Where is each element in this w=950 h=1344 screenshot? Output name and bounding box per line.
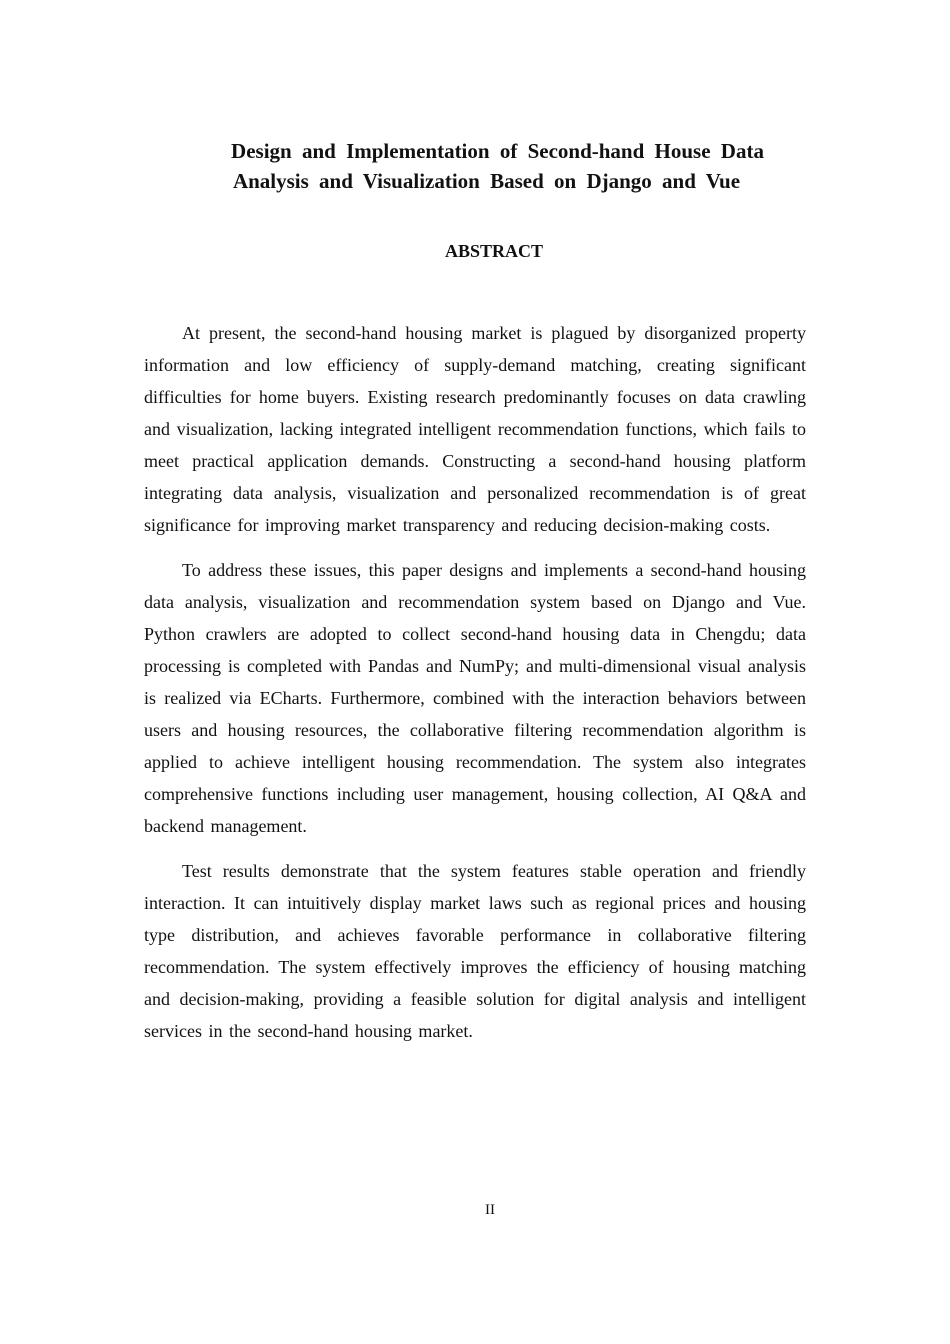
- paper-title-line-1: Design and Implementation of Second-hand House Data: [231, 139, 764, 163]
- paper-title: [190, 136, 793, 196]
- page-number: II: [485, 1202, 495, 1218]
- abstract-paragraph-3: Test results demonstrate that the system features stable operation and friendly interaction. It can intuitively display market laws such as regional prices and housing type distribution, and achieves favorable performance in collaborative filtering recommendation. The system effectively improves the efficiency of housing matching and decision-making, providing a feasible solution for digital analysis and intelligent services in the second-hand housing market.: [144, 861, 806, 1041]
- abstract-paragraph-2: To address these issues, this paper designs and implements a second-hand housing data analysis, visualization and recommendation system based on Django and Vue. Python crawlers are adopted to collect second-hand housing data in Chengdu; data processing is completed with Pandas and NumPy; and multi-dimensional visual analysis is realized via ECharts. Furthermore, combined with the interaction behaviors between users and housing resources, the collaborative filtering recommendation algorithm is applied to achieve intelligent housing recommendation. The system also integrates comprehensive functions including user management, housing collection, AI Q&A and backend management.: [144, 560, 806, 836]
- abstract-heading: ABSTRACT: [444, 241, 544, 261]
- abstract-body: [144, 317, 806, 1060]
- paper-title-line-2: Analysis and Visualization Based on Django and Vue: [232, 169, 741, 193]
- abstract-paragraph-1: At present, the second-hand housing market is plagued by disorganized property information and low efficiency of supply-demand matching, creating significant difficulties for home buyers. Existing research predominantly focuses on data crawling and visualization, lacking integrated intelligent recommendation functions, which fails to meet practical application demands. Constructing a second-hand housing platform integrating data analysis, visualization and personalized recommendation is of great significance for improving market transparency and reducing decision-making costs.: [144, 323, 806, 535]
